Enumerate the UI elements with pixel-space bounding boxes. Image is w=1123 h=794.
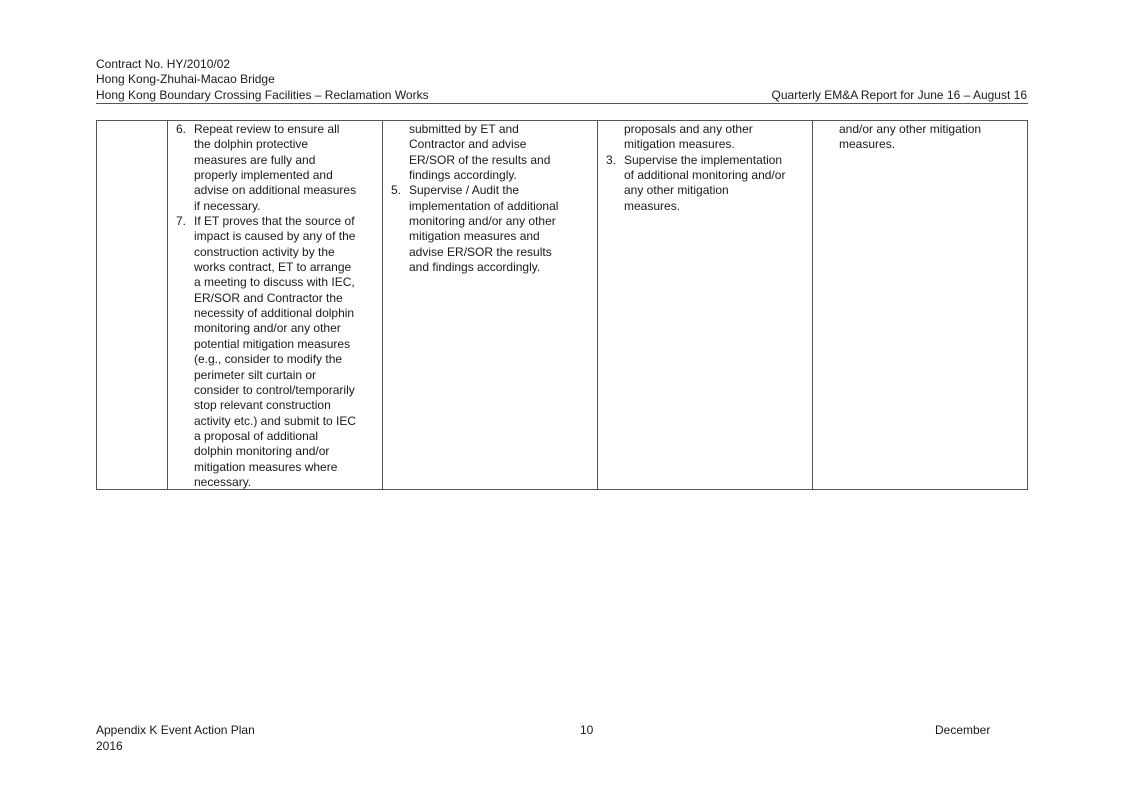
text-line: stop relevant construction <box>194 398 331 413</box>
list-item-number: 7. <box>176 214 187 229</box>
text-line: Contractor and advise <box>409 137 527 152</box>
text-line: measures are fully and <box>194 152 316 167</box>
text-line: Supervise / Audit the <box>409 183 520 198</box>
text-line: advise on additional measures <box>194 183 357 198</box>
list-item-number: 3. <box>606 152 617 167</box>
header-contract-number: Contract No. HY/2010/02 <box>96 57 231 71</box>
list-item <box>391 183 589 275</box>
header-rule <box>96 103 1028 104</box>
text-line: properly implemented and <box>194 168 333 183</box>
text-line: consider to control/temporarily <box>194 382 355 397</box>
text-line: If ET proves that the source of <box>194 214 355 229</box>
text-line: impact is caused by any of the <box>194 229 356 244</box>
text-line: submitted by ET and <box>409 122 519 136</box>
list-item-number: 5. <box>391 183 402 198</box>
text-line: mitigation measures and <box>409 229 540 244</box>
text-line: Repeat review to ensure all <box>194 122 340 136</box>
text-line: implementation of additional <box>409 198 559 213</box>
footer-year: 2016 <box>96 739 123 753</box>
text-line: monitoring and/or any other <box>409 214 556 229</box>
text-line: potential mitigation measures <box>194 336 351 351</box>
text-line: proposals and any other <box>624 122 753 136</box>
list-item <box>606 153 804 214</box>
text-line: a meeting to discuss with IEC, <box>194 275 355 290</box>
text-line: (e.g., consider to modify the <box>194 352 343 367</box>
table-column-contractor <box>812 121 1027 489</box>
table-column-er-sor <box>597 121 812 489</box>
table-column-et <box>167 121 382 489</box>
text-line: necessity of additional dolphin <box>194 306 355 321</box>
text-line: and findings accordingly. <box>409 260 541 275</box>
text-line: mitigation measures where <box>194 459 338 474</box>
text-line: and/or any other mitigation <box>839 122 982 136</box>
text-line: of additional monitoring and/or <box>624 168 786 183</box>
text-line: perimeter silt curtain or <box>194 367 317 382</box>
text-line: a proposal of additional <box>194 428 319 443</box>
continued-text <box>821 122 1019 153</box>
text-line: measures. <box>839 137 896 152</box>
table-column-event <box>97 121 167 489</box>
continued-text <box>606 122 804 153</box>
list-item <box>176 122 374 214</box>
header-works-name: Hong Kong Boundary Crossing Facilities – Reclamation Works <box>96 88 429 102</box>
footer-month: December <box>935 723 991 737</box>
event-action-table <box>96 120 1028 490</box>
text-line: advise ER/SOR the results <box>409 244 552 259</box>
text-line: the dolphin protective <box>194 137 309 152</box>
text-line: ER/SOR of the results and <box>409 152 551 167</box>
list-item <box>176 214 374 490</box>
text-line: measures. <box>624 198 681 213</box>
text-line: if necessary. <box>194 198 261 213</box>
text-line: mitigation measures. <box>624 137 735 152</box>
text-line: dolphin monitoring and/or <box>194 444 330 459</box>
text-line: works contract, ET to arrange <box>194 260 352 275</box>
text-line: Supervise the implementation <box>624 152 783 167</box>
footer-page-number: 10 <box>580 723 594 737</box>
text-line: findings accordingly. <box>409 168 517 183</box>
text-line: monitoring and/or any other <box>194 321 341 336</box>
text-line: necessary. <box>194 474 252 489</box>
list-item-number: 6. <box>176 122 187 136</box>
table-column-iec <box>382 121 597 489</box>
text-line: activity etc.) and submit to IEC <box>194 413 357 428</box>
header-report-title: Quarterly EM&A Report for June 16 – August 16 <box>771 88 1027 102</box>
text-line: construction activity by the <box>194 244 335 259</box>
text-line: any other mitigation <box>624 183 729 198</box>
header-project-name: Hong Kong-Zhuhai-Macao Bridge <box>96 72 275 86</box>
text-line: ER/SOR and Contractor the <box>194 290 343 305</box>
continued-text <box>391 122 589 183</box>
footer-appendix-title: Appendix K Event Action Plan <box>96 723 255 737</box>
